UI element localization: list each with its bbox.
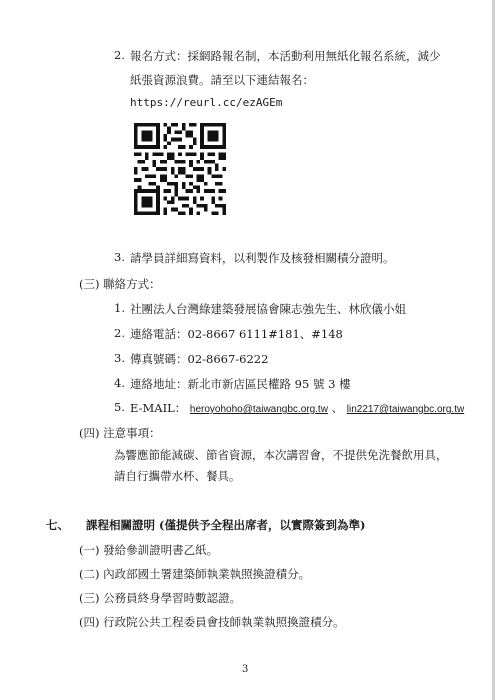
contact-item-4-number: 4.: [114, 376, 125, 390]
email-label: E-MAIL：: [130, 401, 187, 415]
certificate-item-3: (三) 公務員終身學習時數認證。: [79, 591, 242, 605]
item-3-text: 請學員詳細寫資料，以利製作及核發相關積分證明。: [130, 251, 395, 265]
item-3-number: 3.: [114, 250, 125, 264]
notes-heading: (四) 注意事項：: [79, 426, 161, 440]
item-2-line-1: 報名方式：採網路報名制，本活動利用無紙化報名系統，減少: [130, 49, 441, 63]
contact-persons: 社團法人台灣綠建築發展協會陳志強先生、林欣儀小姐: [130, 302, 406, 316]
notes-line-2: 請自行攜帶水杯、餐具。: [114, 469, 241, 483]
contact-phone: 連絡電話：02-8667 6111#181、#148: [130, 327, 343, 341]
email-separator: 、: [331, 401, 344, 415]
contact-address: 連絡地址：新北市新店區民權路 95 號 3 樓: [130, 377, 351, 391]
notes-line-1: 為響應節能減碳、節省資源，本次講習會，不提供免洗餐飲用具，: [114, 448, 448, 462]
email-link-1[interactable]: heroyohoho@taiwangbc.org.tw: [189, 404, 328, 415]
certificate-item-1: (一) 發給參訓證明書乙紙。: [79, 543, 219, 557]
contact-item-3-number: 3.: [114, 351, 125, 365]
contact-item-5-number: 5.: [114, 400, 125, 414]
section-7-heading: 課程相關證明 (僅提供予全程出席者，以實際簽到為準): [86, 518, 366, 532]
item-2-number: 2.: [114, 48, 125, 62]
registration-qr-code[interactable]: [134, 123, 226, 215]
certificate-item-4: (四) 行政院公共工程委員會技師執業執照換證積分。: [79, 615, 345, 629]
item-2-line-2: 紙張資源浪費。請至以下連結報名：: [130, 73, 314, 87]
contact-item-1-number: 1.: [114, 301, 125, 315]
certificate-item-2: (二) 內政部國土署建築師執業執照換證積分。: [79, 567, 311, 581]
section-7-number: 七、: [46, 518, 69, 532]
page-number: 3: [242, 664, 249, 675]
contact-fax: 傳真號碼：02-8667-6222: [130, 352, 269, 366]
email-link-2[interactable]: lin2217@taiwangbc.org.tw: [346, 404, 465, 415]
registration-url-link[interactable]: https://reurl.cc/ezAGEm: [130, 96, 283, 109]
contact-heading: (三) 聯絡方式：: [79, 277, 161, 291]
contact-email-row: [130, 400, 464, 416]
contact-item-2-number: 2.: [114, 326, 125, 340]
